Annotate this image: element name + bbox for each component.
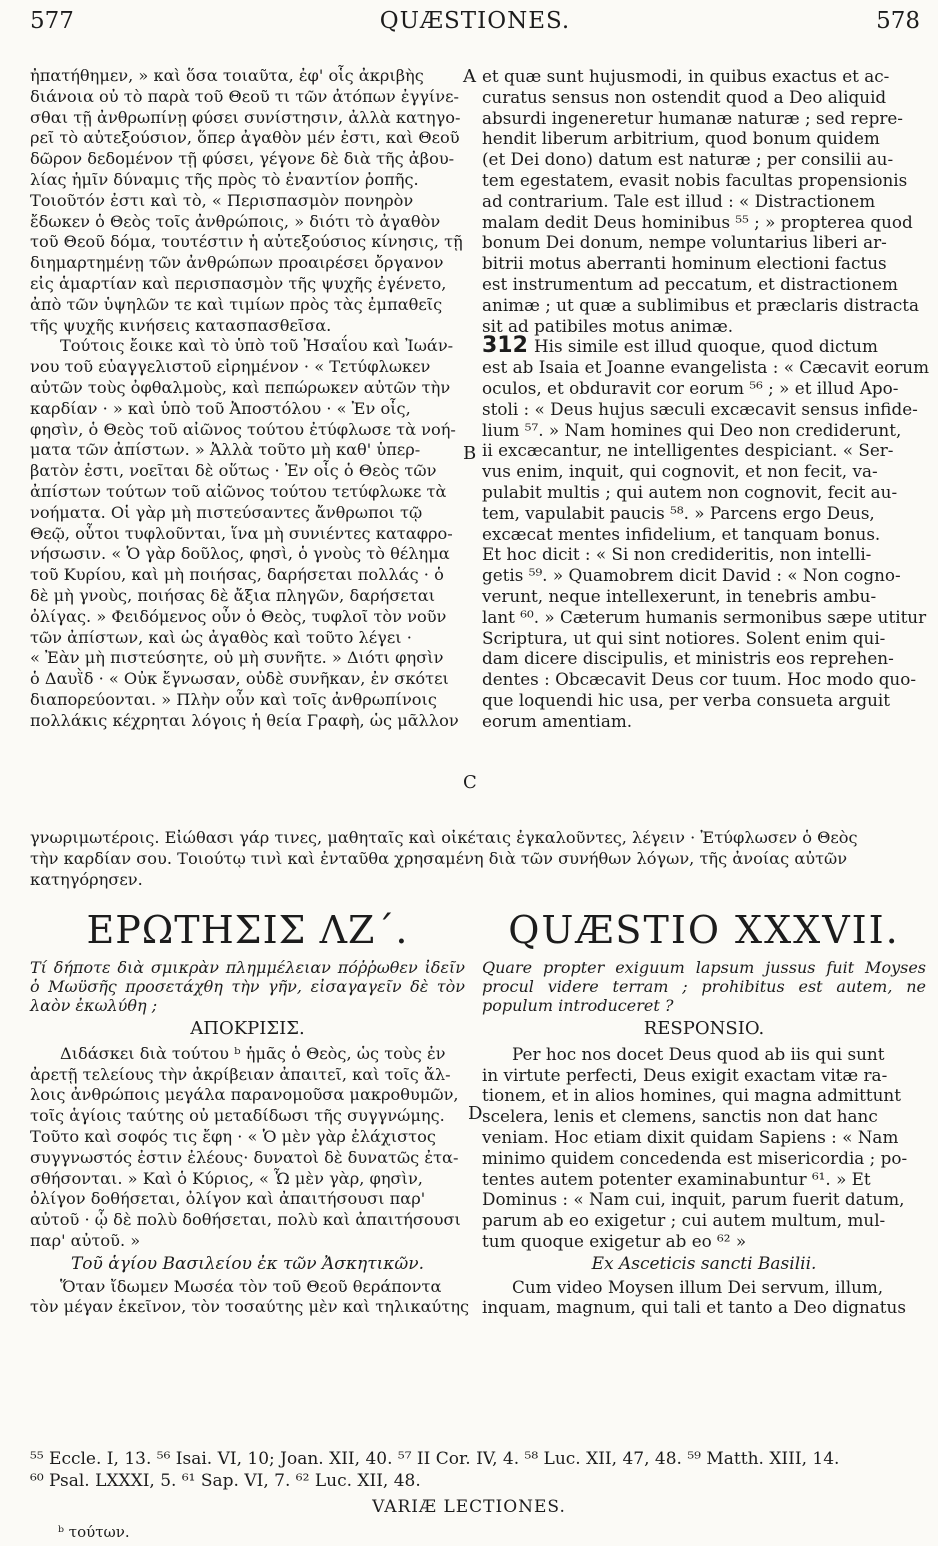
latin-line: stoli : « Deus hujus sæculi excæcavit sensus infide- — [482, 398, 918, 419]
latin-line: lant ⁶⁰. » Cæterum humanis sermonibus sæpe utitur — [482, 606, 927, 627]
greek-line: ἀπὸ τῶν ὑψηλῶν τε καὶ τιμίων πρὸς τὰς ἐμπαθεῖς — [30, 294, 443, 314]
greek-line: Θεῷ, οὗτοι τυφλοῦνται, ἵνα μὴ συνιέντες καταφρο- — [30, 523, 453, 543]
greek-line: τοῦ Κυρίου, καὶ μὴ ποιήσας, δαρήσεται πολλάς · ὁ — [30, 565, 444, 585]
margin-letter-b: B — [463, 443, 477, 464]
greek-line: ὁ Δαυῒδ · « Οὐκ ἔγνωσαν, οὐδὲ συνῆκαν, ἐν σκότει — [30, 669, 449, 689]
greek-question-text: Τί δήποτε διὰ σμικρὰν πλημμέλειαν πόῤῥωθεν ἰδεῖν ὁ Μωϋσῆς προσετάχθη τὴν γῆν, εἰσαγαγεῖν δὲ τὸν λαὸν ἐκωλύθη ; — [30, 958, 465, 1015]
latin-line: eorum amentiam. — [482, 710, 633, 731]
greek-line: σθαι τῇ ἀνθρωπίνῃ φύσει συνίστησιν, ἀλλὰ κατηγο- — [30, 107, 461, 127]
greek-line: καρδίαν · » καὶ ὑπὸ τοῦ Ἀποστόλου · « Ἐν οἷς, — [30, 398, 411, 418]
latin-question-text: Quare propter exiguum lapsum jussus fuit Moyses procul videre terram ; prohibitus est autem, ne populum introduceret ? — [482, 958, 926, 1015]
latin-line: verunt, neque intellexerunt, in tenebris ambu- — [482, 585, 877, 606]
page-header — [30, 8, 920, 44]
latin-line: scelera, lenis et clemens, sanctis non dat hanc — [482, 1106, 878, 1127]
greek-line: Τοιοῦτόν ἐστι καὶ τὸ, « Περισπασμὸν πονηρὸν — [30, 190, 414, 210]
greek-line: Τοῦτο καὶ σοφός τις ἔφη · « Ὁ μὲν γὰρ ἐλάχιστος — [30, 1126, 436, 1146]
margin-letter-c: C — [463, 772, 477, 793]
greek-line: λοις ἀνθρώποις μεγάλα παρανομοῦσα μακροθυμῶν, — [30, 1085, 459, 1105]
latin-line: sit ad patibiles motus animæ. — [482, 315, 734, 336]
latin-question-block — [482, 958, 926, 1318]
section-number-312: 312 — [482, 333, 528, 359]
latin-line: vus enim, inquit, qui cognovit, et non fecit, va- — [482, 461, 878, 482]
greek-line: κατηγόρησεν. — [30, 869, 143, 889]
latin-line: tum quoque exigetur ab eo ⁶² » — [482, 1230, 747, 1251]
greek-line: φησὶν, ὁ Θεὸς τοῦ αἰῶνος τούτου ἐτύφλωσε τὰ νοή- — [30, 419, 456, 439]
greek-line: τοῦ Θεοῦ δόμα, τουτέστιν ἡ αὐτεξούσιος κίνησις, τῇ — [30, 232, 463, 252]
greek-line: ἀρετῇ τελείους τὴν ἀκρίβειαν ἀπαιτεῖ, καὶ τοῖς ἄλ- — [30, 1064, 451, 1084]
latin-line: ii excæcantur, ne intelligentes despiciant. « Ser- — [482, 440, 894, 461]
greek-question-heading: ΕΡΩΤΗΣΙΣ ΛΖ΄. — [86, 908, 409, 952]
greek-line: ὀλίγας. » Φειδόμενος οὖν ὁ Θεὸς, τυφλοῖ τὸν νοῦν — [30, 606, 447, 626]
latin-line: inquam, magnum, qui tali et tanto a Deo dignatus — [482, 1297, 906, 1318]
margin-letter-d: D — [468, 1103, 483, 1124]
latin-line: excæcat mentes infidelium, et tanquam bonus. — [482, 523, 881, 544]
latin-line: in virtute perfecti, Deus exigit exactam vitæ ra- — [482, 1064, 888, 1085]
variae-lectiones-note: ᵇ τούτων. — [58, 1523, 130, 1541]
greek-line: ἠπατήθημεν, » καὶ ὅσα τοιαῦτα, ἐφ' οἷς ἀκριβὴς — [30, 66, 424, 85]
latin-line: getis ⁵⁹. » Quamobrem dicit David : « Non cogno- — [482, 565, 901, 586]
greek-question-block — [30, 958, 470, 1318]
latin-line: pulabit multis ; qui autem non cognovit, fecit au- — [482, 481, 898, 502]
page-number-left: 577 — [30, 8, 74, 34]
latin-line: dentes : Obcæcavit Deus cor tuum. Hoc modo quo- — [482, 669, 917, 690]
greek-line: διημαρτημένῃ τῶν ἀνθρώπων προαιρέσει ὄργανον — [30, 253, 444, 273]
greek-line: ρεῖ τὸ αὐτεξούσιον, ὅπερ ἀγαθὸν μέν ἐστι, καὶ Θεοῦ — [30, 128, 460, 148]
latin-line: hendit liberum arbitrium, quod bonum quidem — [482, 128, 880, 149]
variae-lectiones-heading: VARIÆ LECTIONES. — [372, 1497, 566, 1517]
greek-full-width — [30, 828, 926, 890]
greek-line: δῶρον δεδομένον τῇ φύσει, γέγονε δὲ διὰ τῆς ἀβου- — [30, 149, 455, 169]
greek-line: διαπορεύονται. » Πλὴν οὖν καὶ τοῖς ἀνθρωπίνοις — [30, 689, 437, 709]
latin-line: minimo quidem concedenda est misericordia ; po- — [482, 1147, 908, 1168]
running-title: QUÆSTIONES. — [379, 8, 571, 34]
greek-line: Ὅταν ἴδωμεν Μωσέα τὸν τοῦ Θεοῦ θεράποντα — [60, 1276, 442, 1296]
latin-line: ad contrarium. Tale est illud : « Distractionem — [482, 190, 876, 211]
greek-line: Διδάσκει διὰ τούτου ᵇ ἡμᾶς ὁ Θεὸς, ὡς τοὺς ἐν — [60, 1043, 446, 1063]
footnote-row: ⁶⁰ Psal. LXXXI, 5. ⁶¹ Sap. VI, 7. ⁶² Luc. XII, 48. — [30, 1471, 421, 1491]
latin-line: oculos, et obduravit cor eorum ⁵⁶ ; » et illud Apo- — [482, 377, 899, 398]
greek-line: τὴν καρδίαν σου. Τοιούτῳ τινὶ καὶ ἐνταῦθα χρησαμένη διὰ τῶν συνήθων λόγων, τῆς ἀνοίας αὐτῶν — [30, 848, 848, 868]
latin-paragraph-312-start — [482, 333, 926, 359]
greek-line: νήσωσιν. « Ὁ γὰρ δοῦλος, φησὶ, ὁ γνοὺς τὸ θέλημα — [30, 544, 450, 564]
greek-line: τοῖς ἁγίοις ταύτης οὐ μεταδίδωσι τῆς συγγνώμης. — [30, 1106, 445, 1126]
latin-line: absurdi ingeneretur humanæ naturæ ; sed repre- — [482, 107, 903, 128]
greek-line: αὐτοῦ · ᾧ δὲ πολὺ δοθήσεται, πολὺ καὶ ἀπαιτήσουσι — [30, 1210, 461, 1230]
latin-line: et quæ sunt hujusmodi, in quibus exactus et ac- — [482, 66, 890, 86]
latin-line: lium ⁵⁷. » Nam homines qui Deo non crediderunt, — [482, 419, 902, 440]
latin-line: Scriptura, ut qui sint notiores. Solent enim qui- — [482, 627, 886, 648]
greek-line: ἀπίστων τούτων τοῦ αἰῶνος τούτου τετύφλωκε τὰ — [30, 481, 447, 501]
greek-line: λίας ἡμῖν δύναμις τῆς πρὸς τὸ ἐναντίον ῥοπῆς. — [30, 169, 419, 189]
latin-line: est instrumentum ad peccatum, et distractionem — [482, 273, 898, 294]
greek-line: εἰς ἁμαρτίαν καὶ περισπασμὸν τῆς ψυχῆς ἐγένετο, — [30, 273, 447, 293]
greek-line: ὀλίγον δοθήσεται, ὀλίγον καὶ ἀπαιτήσουσι παρ' — [30, 1189, 426, 1209]
footnote-row: ⁵⁵ Eccle. I, 13. ⁵⁶ Isai. VI, 10; Joan. XII, 40. ⁵⁷ II Cor. IV, 4. ⁵⁸ Luc. XII, 47, 48. ⁵⁹ Matth. XIII, 14. — [30, 1449, 840, 1469]
latin-answer-label: RESPONSIO. — [643, 1018, 765, 1039]
greek-line: νου τοῦ εὐαγγελιστοῦ εἰρημένον · « Τετύφλωκεν — [30, 357, 431, 377]
latin-line: dam dicere discipulis, et ministris eos reprehen- — [482, 648, 894, 669]
latin-basil-heading: Ex Asceticis sancti Basilii. — [591, 1253, 817, 1274]
greek-basil-heading: Τοῦ ἁγίου Βασιλείου ἐκ τῶν Ἀσκητικῶν. — [70, 1253, 425, 1274]
greek-line: νοήματα. Οἱ γὰρ μὴ πιστεύσαντες ἄνθρωποι τῷ — [30, 502, 423, 522]
latin-line: Cum video Moysen illum Dei servum, illum, — [512, 1276, 884, 1297]
latin-line: tem egestatem, evasit nobis facultas propensionis — [482, 169, 908, 190]
greek-line: παρ' αὐτοῦ. » — [30, 1230, 141, 1250]
greek-line: Τούτοις ἔοικε καὶ τὸ ὑπὸ τοῦ Ἠσαΐου καὶ Ἰωάν- — [60, 336, 454, 356]
latin-line: bitrii motus aberranti hominum electioni factus — [482, 253, 887, 274]
greek-line: σθήσονται. » Καὶ ὁ Κύριος, « Ὧ μὲν γὰρ, φησὶν, — [30, 1168, 423, 1188]
greek-line: συγγνωστός ἐστιν ἐλέους· δυνατοὶ δὲ δυνατῶς ἐτα- — [30, 1147, 459, 1167]
latin-line: malam dedit Deus hominibus ⁵⁵ ; » propterea quod — [482, 211, 913, 232]
latin-line: veniam. Hoc etiam dixit quidam Sapiens : « Nam — [482, 1126, 899, 1147]
latin-line: (et Dei dono) datum est naturæ ; per consilii au- — [482, 149, 894, 170]
footnotes — [30, 1448, 926, 1492]
greek-answer-label: ΑΠΟΚΡΙΣΙΣ. — [190, 1018, 305, 1039]
latin-line: parum ab eo exigetur ; cui autem multum, mul- — [482, 1210, 886, 1231]
latin-line: Et hoc dicit : « Si non credideritis, non intelli- — [482, 544, 872, 565]
latin-line: tentes autem potenter examinabuntur ⁶¹. » Et — [482, 1168, 871, 1189]
greek-line: ἔδωκεν ὁ Θεὸς τοῖς ἀνθρώποις, » διότι τὸ ἀγαθὸν — [30, 211, 441, 231]
latin-line: Dominus : « Nam cui, inquit, parum fuerit datum, — [482, 1189, 905, 1210]
latin-line: curatus sensus non ostendit quod a Deo aliquid — [482, 86, 887, 107]
page-number-right: 578 — [876, 8, 920, 34]
latin-line: bonum Dei donum, nempe voluntarius liberi ar- — [482, 232, 887, 253]
greek-column-top — [30, 66, 465, 732]
greek-line: τῆς ψυχῆς κινήσεις κατασπασθεῖσα. — [30, 315, 332, 335]
margin-letter-a: A — [463, 66, 476, 87]
latin-line: tionem, et in alios homines, qui magna admittunt — [482, 1085, 901, 1106]
greek-line: αὐτῶν τοὺς ὀφθαλμοὺς, καὶ πεπώρωκεν αὐτῶν τὴν — [30, 377, 451, 397]
latin-line: tem, vapulabit paucis ⁵⁸. » Parcens ergo Deus, — [482, 502, 875, 523]
latin-line: His simile est illud quoque, quod dictum — [533, 336, 878, 357]
greek-line: διάνοια οὐ τὸ παρὰ τοῦ Θεοῦ τι τῶν ἀτόπων ἐγγίνε- — [30, 86, 459, 106]
latin-line: est ab Isaia et Joanne evangelista : « Cæcavit eorum — [482, 357, 930, 378]
latin-question-heading: QUÆSTIO XXXVII. — [508, 908, 900, 952]
greek-line: τὸν μέγαν ἐκεῖνον, τὸν τοσαύτης μὲν καὶ τηλικαύτης — [30, 1297, 470, 1317]
greek-line: « Ἐὰν μὴ πιστεύσητε, οὐ μὴ συνῆτε. » Διότι φησὶν — [30, 648, 444, 668]
latin-line: animæ ; ut quæ a sublimibus et præclaris distracta — [482, 294, 920, 315]
greek-line: ματα τῶν ἀπίστων. » Ἀλλὰ τοῦτο μὴ καθ' ὑπερ- — [30, 440, 421, 460]
greek-line: γνωριμωτέροις. Εἰώθασι γάρ τινες, μαθηταῖς καὶ οἰκέταις ἐγκαλοῦντες, λέγειν · Ἐτύφλωσεν ὁ Θεὸς — [30, 828, 858, 847]
latin-line: que loquendi hic usa, per verba consueta arguit — [482, 689, 890, 710]
greek-line: βατὸν ἐστι, νοεῖται δὲ οὕτως · Ἐν οἷς ὁ Θεὸς τῶν — [30, 461, 437, 481]
greek-line: πολλάκις κέχρηται λόγοις ἡ θεία Γραφὴ, ὡς μᾶλλον — [30, 710, 459, 730]
latin-column-top — [482, 66, 930, 732]
latin-line: Per hoc nos docet Deus quod ab iis qui sunt — [512, 1043, 885, 1064]
greek-line: δὲ μὴ γνοὺς, ποιήσας δὲ ἄξια πληγῶν, δαρήσεται — [30, 585, 436, 605]
greek-line: τῶν ἀπίστων, καὶ ὡς ἀγαθὸς καὶ τοῦτο λέγει · — [30, 627, 412, 647]
